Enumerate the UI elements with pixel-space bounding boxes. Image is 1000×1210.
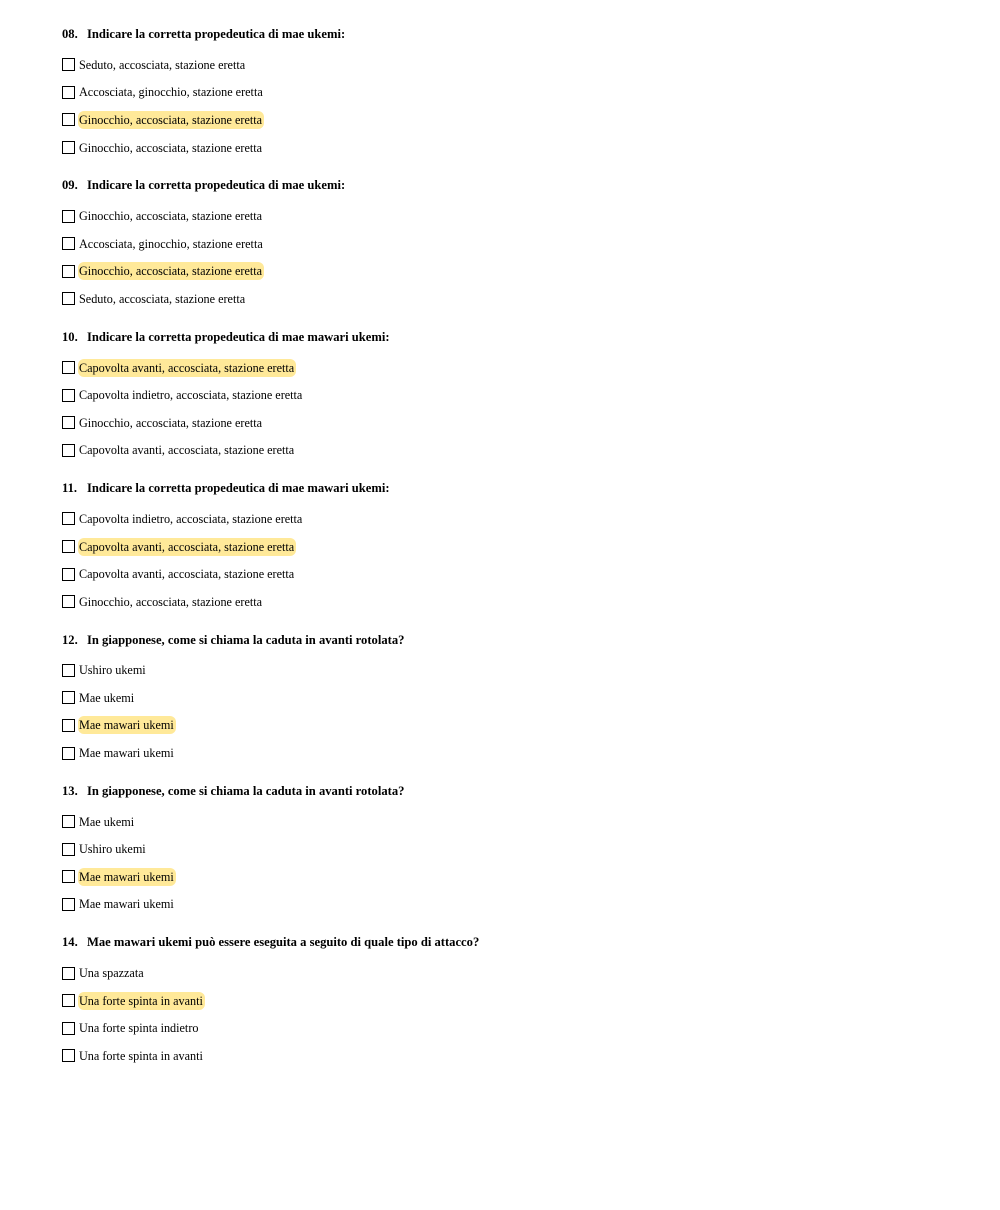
question-text: Indicare la corretta propedeutica di mae mawari ukemi:	[87, 481, 390, 496]
answer-option[interactable]	[62, 808, 962, 836]
answer-label-highlighted: Ginocchio, accosciata, stazione eretta	[79, 112, 263, 127]
question-12	[62, 631, 962, 767]
checkbox[interactable]	[62, 1049, 75, 1062]
answer-option-highlighted[interactable]	[62, 987, 962, 1015]
question-heading	[62, 631, 962, 649]
checkbox[interactable]	[62, 512, 75, 525]
answer-label-highlighted: Ginocchio, accosciata, stazione eretta	[79, 264, 263, 279]
question-text: Mae mawari ukemi può essere eseguita a seguito di quale tipo di attacco?	[87, 935, 480, 950]
checkbox[interactable]	[62, 815, 75, 828]
checkbox[interactable]	[62, 361, 75, 374]
checkbox[interactable]	[62, 444, 75, 457]
checkbox[interactable]	[62, 843, 75, 856]
checkbox[interactable]	[62, 265, 75, 278]
question-13	[62, 782, 962, 918]
answer-label: Mae ukemi	[79, 814, 135, 829]
checkbox[interactable]	[62, 967, 75, 980]
quiz-page	[62, 25, 962, 1085]
answer-label-highlighted: Mae mawari ukemi	[79, 718, 174, 733]
answer-label-highlighted: Una forte spinta in avanti	[79, 993, 203, 1008]
answer-label: Una forte spinta indietro	[79, 1021, 199, 1036]
answer-option[interactable]	[62, 959, 962, 987]
answer-label: Ushiro ukemi	[79, 842, 146, 857]
answer-label: Seduto, accosciata, stazione eretta	[79, 291, 246, 306]
question-number: 11.	[62, 481, 78, 496]
answer-option[interactable]	[62, 505, 962, 533]
question-08	[62, 25, 962, 161]
answer-label: Ginocchio, accosciata, stazione eretta	[79, 594, 263, 609]
answer-label: Ginocchio, accosciata, stazione eretta	[79, 209, 263, 224]
question-14	[62, 933, 962, 1069]
question-number: 09.	[62, 178, 78, 193]
answer-label: Mae ukemi	[79, 690, 135, 705]
answer-label: Accosciata, ginocchio, stazione eretta	[79, 236, 263, 251]
answer-option[interactable]	[62, 409, 962, 437]
answer-option[interactable]	[62, 684, 962, 712]
question-text: Indicare la corretta propedeutica di mae ukemi:	[87, 178, 346, 193]
question-11	[62, 479, 962, 615]
question-heading	[62, 933, 962, 951]
answer-option[interactable]	[62, 835, 962, 863]
question-number: 13.	[62, 783, 78, 798]
answer-label-highlighted: Capovolta avanti, accosciata, stazione eretta	[79, 539, 295, 554]
checkbox[interactable]	[62, 58, 75, 71]
answer-label: Capovolta indietro, accosciata, stazione eretta	[79, 511, 303, 526]
answer-label: Capovolta indietro, accosciata, stazione eretta	[79, 388, 303, 403]
checkbox[interactable]	[62, 113, 75, 126]
answer-label: Mae mawari ukemi	[79, 897, 174, 912]
answer-label: Una spazzata	[79, 966, 144, 981]
checkbox[interactable]	[62, 870, 75, 883]
question-heading	[62, 328, 962, 346]
answer-option[interactable]	[62, 381, 962, 409]
answer-label: Ginocchio, accosciata, stazione eretta	[79, 140, 263, 155]
answer-option[interactable]	[62, 285, 962, 313]
question-number: 14.	[62, 935, 78, 950]
checkbox[interactable]	[62, 664, 75, 677]
checkbox[interactable]	[62, 237, 75, 250]
answer-label: Seduto, accosciata, stazione eretta	[79, 57, 246, 72]
answer-label: Mae mawari ukemi	[79, 746, 174, 761]
question-09	[62, 176, 962, 312]
question-heading	[62, 782, 962, 800]
answer-label: Accosciata, ginocchio, stazione eretta	[79, 85, 263, 100]
answer-label-highlighted: Capovolta avanti, accosciata, stazione eretta	[79, 360, 295, 375]
answer-label: Capovolta avanti, accosciata, stazione eretta	[79, 443, 295, 458]
checkbox[interactable]	[62, 994, 75, 1007]
answer-option[interactable]	[62, 739, 962, 767]
answer-option[interactable]	[62, 560, 962, 588]
question-text: Indicare la corretta propedeutica di mae ukemi:	[87, 27, 346, 41]
checkbox[interactable]	[62, 747, 75, 760]
answer-option[interactable]	[62, 891, 962, 919]
answer-option[interactable]	[62, 437, 962, 465]
answer-option[interactable]	[62, 1014, 962, 1042]
checkbox[interactable]	[62, 141, 75, 154]
checkbox[interactable]	[62, 595, 75, 608]
question-text: Indicare la corretta propedeutica di mae mawari ukemi:	[87, 329, 390, 344]
answer-label-highlighted: Mae mawari ukemi	[79, 869, 174, 884]
question-number: 08.	[62, 27, 78, 41]
question-heading	[62, 25, 962, 43]
answer-option-highlighted[interactable]	[62, 863, 962, 891]
answer-option[interactable]	[62, 134, 962, 162]
answer-option[interactable]	[62, 588, 962, 616]
checkbox[interactable]	[62, 210, 75, 223]
answer-option[interactable]	[62, 51, 962, 79]
question-10	[62, 328, 962, 464]
answer-option-highlighted[interactable]	[62, 533, 962, 561]
checkbox[interactable]	[62, 292, 75, 305]
answer-option-highlighted[interactable]	[62, 106, 962, 134]
answer-option-highlighted[interactable]	[62, 258, 962, 286]
answer-option[interactable]	[62, 657, 962, 685]
answer-option[interactable]	[62, 1042, 962, 1070]
checkbox[interactable]	[62, 719, 75, 732]
answer-option[interactable]	[62, 79, 962, 107]
answer-label: Ushiro ukemi	[79, 663, 146, 678]
checkbox[interactable]	[62, 416, 75, 429]
answer-label: Una forte spinta in avanti	[79, 1048, 203, 1063]
answer-option-highlighted[interactable]	[62, 354, 962, 382]
answer-label: Capovolta avanti, accosciata, stazione eretta	[79, 567, 295, 582]
question-heading	[62, 176, 962, 194]
question-text: In giapponese, come si chiama la caduta in avanti rotolata?	[87, 783, 405, 798]
checkbox[interactable]	[62, 898, 75, 911]
checkbox[interactable]	[62, 1022, 75, 1035]
question-number: 10.	[62, 329, 78, 344]
checkbox[interactable]	[62, 540, 75, 553]
answer-option[interactable]	[62, 230, 962, 258]
answer-label: Ginocchio, accosciata, stazione eretta	[79, 415, 263, 430]
checkbox[interactable]	[62, 568, 75, 581]
question-heading	[62, 479, 962, 497]
checkbox[interactable]	[62, 691, 75, 704]
checkbox[interactable]	[62, 86, 75, 99]
question-text: In giapponese, come si chiama la caduta in avanti rotolata?	[87, 632, 405, 647]
checkbox[interactable]	[62, 389, 75, 402]
question-number: 12.	[62, 632, 78, 647]
answer-option-highlighted[interactable]	[62, 712, 962, 740]
answer-option[interactable]	[62, 202, 962, 230]
